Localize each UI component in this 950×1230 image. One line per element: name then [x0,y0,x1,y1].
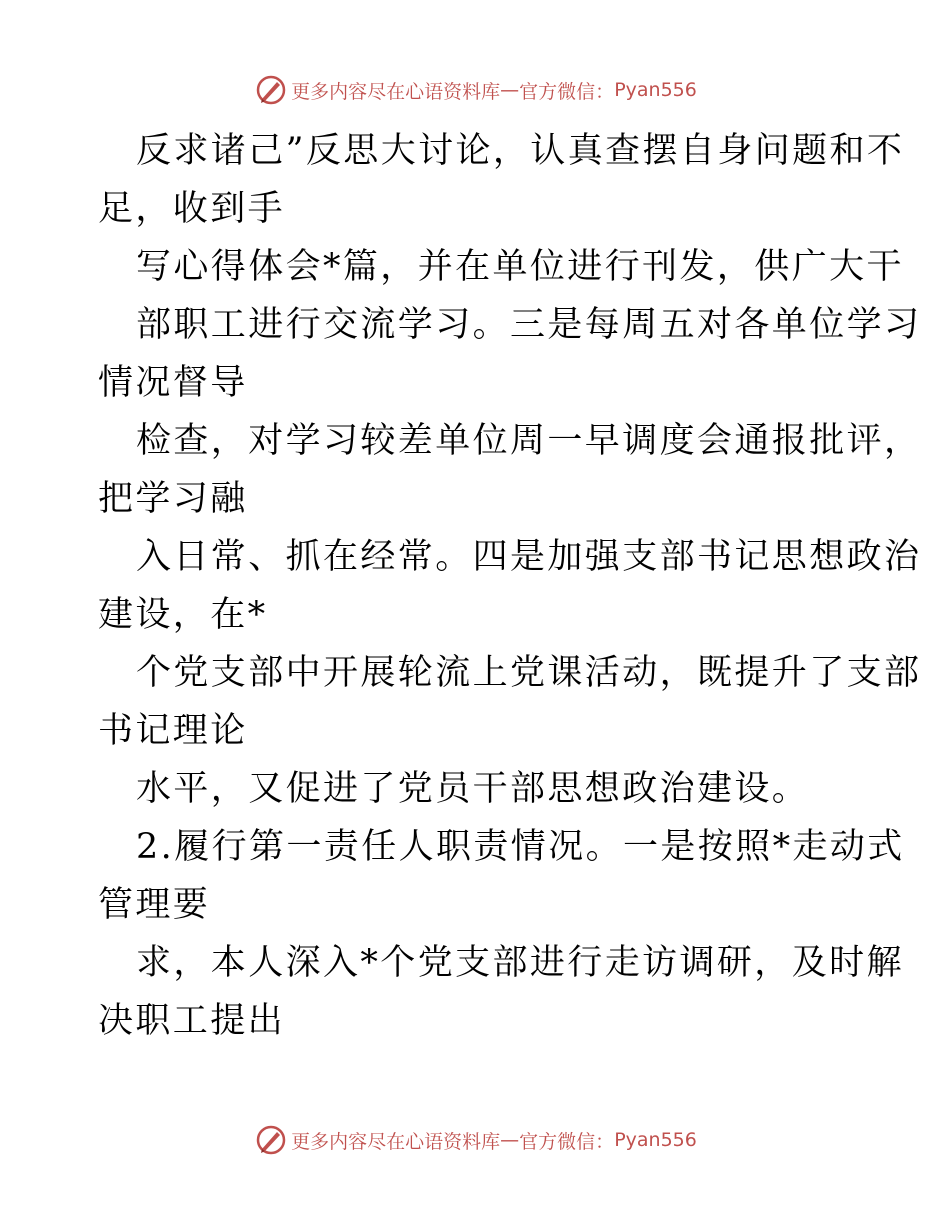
body-line: 求，本人深入*个党支部进行走访调研，及时解 [136,943,904,983]
pen-swirl-logo-icon [253,72,289,108]
header-banner [0,70,950,110]
body-line: 情况督导 [98,363,248,403]
body-line: 部职工进行交流学习。三是每周五对各单位学习 [136,305,922,345]
body-line: 水平，又促进了党员干部思想政治建设。 [136,769,810,809]
body-line: 反求诸己”反思大讨论，认真查摆自身问题和不 [136,131,905,171]
body-line: 决职工提出 [98,1001,286,1041]
footer-separator: — [500,1129,520,1151]
body-line: 个党支部中开展轮流上党课活动，既提升了支部 [136,653,922,693]
header-separator: — [500,79,520,101]
pen-swirl-logo-icon [253,1122,289,1158]
body-line: 检查，对学习较差单位周一早调度会通报批评， [136,421,922,461]
footer-brand-text: 更多内容尽在心语资料库 [291,1130,501,1153]
footer-wechat-label: 官方微信： [519,1130,615,1153]
body-line: 足，收到手 [98,189,286,229]
document-body [98,122,922,1050]
footer-wechat-id: Pyan556 [614,1129,697,1151]
body-line: 入日常、抓在经常。四是加强支部书记思想政治 [136,537,922,577]
header-wechat-id: Pyan556 [614,79,697,101]
body-line: 管理要 [98,885,211,925]
body-line: 建设，在* [98,595,268,635]
body-line: 书记理论 [98,711,248,751]
header-wechat-label: 官方微信： [519,80,615,103]
header-brand-text: 更多内容尽在心语资料库 [291,80,501,103]
body-line: 把学习融 [98,479,248,519]
body-line: 写心得体会*篇，并在单位进行刊发，供广大干 [136,247,904,287]
footer-banner [0,1120,950,1160]
body-line: 2.履行第一责任人职责情况。一是按照*走动式 [136,827,905,867]
